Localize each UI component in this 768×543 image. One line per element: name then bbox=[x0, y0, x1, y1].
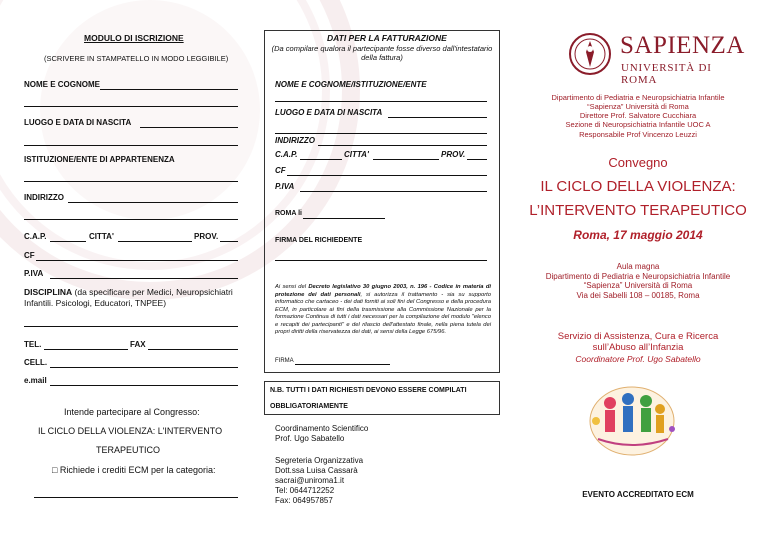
billing-label-prov: PROV. bbox=[441, 150, 466, 159]
dept-line-2: “Sapienza” Università di Roma bbox=[587, 102, 689, 112]
discipline-block bbox=[24, 287, 240, 308]
event-date: Roma, 17 maggio 2014 bbox=[573, 228, 703, 242]
billing-input-city-line[interactable] bbox=[373, 159, 439, 160]
secretariat-fax: Fax: 064957857 bbox=[275, 496, 333, 505]
coord-name: Prof. Ugo Sabatello bbox=[275, 434, 345, 443]
input-ecm-category-line[interactable] bbox=[34, 497, 238, 498]
billing-input-cap-line[interactable] bbox=[300, 159, 342, 160]
input-name-line-2[interactable] bbox=[24, 106, 238, 107]
notice-line-2: OBBLIGATORIAMENTE bbox=[270, 403, 348, 410]
billing-label-cf: CF bbox=[275, 166, 286, 175]
dept-line-1: Dipartimento di Pediatria e Neuropsichiatria Infantile bbox=[551, 93, 725, 102]
secretariat-tel: Tel: 0644712252 bbox=[275, 486, 335, 495]
privacy-notice-pre: Ai sensi del bbox=[275, 284, 309, 290]
label-cell: CELL. bbox=[24, 358, 48, 367]
venue-line-2: Dipartimento di Pediatria e Neuropsichiatria Infantile bbox=[545, 271, 731, 281]
secretariat-email[interactable]: sacrai@uniroma1.it bbox=[275, 476, 345, 485]
service-coordinator: Coordinatore Prof. Ugo Sabatello bbox=[575, 353, 701, 364]
sapienza-seal-icon bbox=[568, 32, 612, 76]
input-birth-line-2[interactable] bbox=[24, 145, 238, 146]
billing-label-address: INDIRIZZO bbox=[275, 136, 315, 145]
notice-line-1: N.B. TUTTI I DATI RICHIESTI DEVONO ESSERE COMPILATI bbox=[270, 387, 467, 394]
billing-label-city: CITTA' bbox=[344, 150, 369, 159]
billing-input-address-line[interactable] bbox=[318, 145, 487, 146]
venue-line-4: Via dei Sabelli 108 – 00185, Roma bbox=[576, 290, 700, 300]
billing-input-birth-line[interactable] bbox=[388, 117, 487, 118]
input-city-line[interactable] bbox=[118, 241, 192, 242]
input-tel-line[interactable] bbox=[44, 349, 128, 350]
label-piva: P.IVA bbox=[24, 269, 44, 278]
label-fax: FAX bbox=[130, 340, 146, 349]
billing-label-piva: P.IVA bbox=[275, 182, 295, 191]
label-cap: C.A.P. bbox=[24, 232, 47, 241]
event-title-1: IL CICLO DELLA VIOLENZA: bbox=[540, 178, 736, 195]
venue-block bbox=[516, 262, 760, 300]
input-cf-line[interactable] bbox=[36, 260, 238, 261]
congress-line-1: IL CICLO DELLA VIOLENZA: L'INTERVENTO bbox=[38, 426, 223, 436]
input-cell-line[interactable] bbox=[50, 367, 238, 368]
input-signature-line[interactable] bbox=[275, 260, 487, 261]
convegno-label: Convegno bbox=[608, 155, 668, 170]
input-address-line-2[interactable] bbox=[24, 219, 238, 220]
discipline-note: (da specificare per Medici, Neuropsichiatri Infantili. Psicologi, Educatori, TNPEE) bbox=[24, 287, 233, 308]
input-piva-line[interactable] bbox=[50, 278, 238, 279]
billing-input-name-line[interactable] bbox=[275, 101, 487, 102]
billing-input-cf-line[interactable] bbox=[287, 175, 487, 176]
label-name: NOME E COGNOME bbox=[24, 80, 101, 89]
label-address: INDIRIZZO bbox=[24, 193, 64, 202]
logo-subtitle: UNIVERSITÀ DI ROMA bbox=[621, 62, 712, 86]
firma-label: FIRMA bbox=[275, 358, 294, 364]
billing-title: DATI PER LA FATTURAZIONE bbox=[327, 33, 447, 43]
congress-line-2: TERAPEUTICO bbox=[96, 445, 161, 455]
label-prov: PROV. bbox=[194, 232, 219, 241]
secretariat-name: Dott.ssa Luisa Cassarà bbox=[275, 466, 358, 475]
billing-input-piva-line[interactable] bbox=[300, 191, 487, 192]
billing-label-birth: LUOGO E DATA DI NASCITA bbox=[275, 108, 383, 117]
billing-input-prov-line[interactable] bbox=[467, 159, 487, 160]
accredited-label: EVENTO ACCREDITATO ECM bbox=[582, 490, 694, 499]
label-discipline: DISCIPLINA bbox=[24, 287, 73, 297]
privacy-notice-body: , si autorizza il trattamento - sia su supporto informatico che cartaceo - dei dati forniti ai soli fini del Congresso e della procedura ECM, in particolare ai fini della trasmissione alla Commissione Nazionale per la formazione Continua di tutti i dati necessari per la compilazione del modulo "elenco e recapiti dei partecipanti" e del rilascio dell'attestato finale, nella piena tutela dei propri diritti della riservatezza dei dati, ai sensi della Legge 675/96. bbox=[275, 291, 492, 336]
input-cap-line[interactable] bbox=[50, 241, 86, 242]
input-name-line[interactable] bbox=[100, 89, 238, 90]
children-drawing bbox=[580, 381, 684, 459]
ecm-checkbox[interactable]: □ Richiede i crediti ECM per la categoria: bbox=[52, 465, 216, 475]
label-email: e.mail bbox=[24, 376, 47, 385]
coord-title: Coordinamento Scientifico bbox=[275, 424, 369, 433]
dept-line-3: Direttore Prof. Salvatore Cucchiara bbox=[579, 111, 697, 121]
input-birth-line[interactable] bbox=[140, 127, 238, 128]
signature-label: FIRMA DEL RICHIEDENTE bbox=[275, 237, 363, 244]
input-address-line[interactable] bbox=[68, 202, 238, 203]
registration-title: MODULO DI ISCRIZIONE bbox=[84, 33, 184, 43]
logo-name: SAPIENZA bbox=[620, 32, 745, 59]
venue-line-1: Aula magna bbox=[616, 262, 660, 271]
sapienza-logo bbox=[568, 30, 745, 86]
privacy-notice-law: Decreto legislativo 30 giugno 2003, n. 196 - Codice in materia di protezione dei dati personali bbox=[275, 284, 491, 298]
input-institution-line[interactable] bbox=[24, 181, 238, 182]
dept-line-5: Responsabile Prof Vincenzo Leuzzi bbox=[579, 129, 697, 139]
label-institution: ISTITUZIONE/ENTE DI APPARTENENZA bbox=[24, 155, 175, 164]
billing-label-cap: C.A.P. bbox=[275, 150, 298, 159]
label-tel: TEL. bbox=[24, 340, 42, 349]
service-line-1: Servizio di Assistenza, Cura e Ricerca bbox=[557, 331, 719, 342]
service-block bbox=[516, 331, 760, 364]
label-birth: LUOGO E DATA DI NASCITA bbox=[24, 118, 132, 127]
billing-label-name: NOME E COGNOME/ISTITUZIONE/ENTE bbox=[275, 80, 427, 89]
input-date-line[interactable] bbox=[303, 218, 385, 219]
input-fax-line[interactable] bbox=[148, 349, 238, 350]
event-title-2: L’INTERVENTO TERAPEUTICO bbox=[529, 202, 747, 219]
department-block bbox=[516, 93, 760, 139]
venue-line-3: “Sapienza” Università di Roma bbox=[583, 281, 693, 291]
billing-input-birth-line-2[interactable] bbox=[275, 133, 487, 134]
registration-subtitle: (SCRIVERE IN STAMPATELLO IN MODO LEGGIBILE) bbox=[44, 54, 229, 63]
input-prov-line[interactable] bbox=[220, 241, 238, 242]
intend-text: Intende partecipare al Congresso: bbox=[64, 407, 200, 417]
input-email-line[interactable] bbox=[50, 385, 238, 386]
dept-line-4: Sezione di Neuropsichiatria Infantile UOC A bbox=[565, 120, 711, 130]
service-line-2: sull’Abuso all’Infanzia bbox=[592, 342, 684, 354]
rome-label: ROMA li bbox=[275, 210, 302, 217]
input-discipline-line[interactable] bbox=[24, 326, 238, 327]
secretariat-title: Segreteria Organizzativa bbox=[275, 456, 364, 465]
label-cf: CF bbox=[24, 251, 35, 260]
label-city: CITTA' bbox=[89, 232, 114, 241]
input-firma-line[interactable] bbox=[295, 364, 390, 365]
privacy-notice bbox=[275, 284, 491, 337]
billing-subtitle: (Da compilare qualora il partecipante fosse diverso dall'intestatario della fattura) bbox=[271, 44, 493, 62]
